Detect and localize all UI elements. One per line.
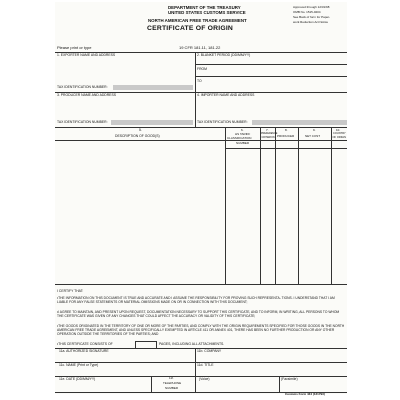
exporter-tax-id-label: TAX IDENTIFICATION NUMBER: [57,85,108,89]
company-label: 11b. COMPANY [197,349,222,353]
certification-statement-2: •I AGREE TO MAINTAIN, AND PRESENT UPON REQUEST, DOCUMENTATION NECESSARY TO SUPPORT THIS CERTIFICATE, AND TO INFORM, IN WRITING, ALL PERSONS TO WHOM THE CERTIFICATE WAS GIVEN OF ANY CHANGES THAT COULD AFFECT THE ACCURACY OR VALIDITY OF THIS CERTIFICATE; [57,310,340,319]
col6-header-3: NUMBER [236,141,250,145]
authorized-signature-label: 11a. AUTHORIZED SIGNATURE [59,349,109,353]
certification-statement-1: •THE INFORMATION ON THIS DOCUMENT IS TRUE AND ACCURATE AND I ASSUME THE RESPONSIBILITY FOR PROVING SUCH REPRESENTA- TIONS. I UNDERSTAND THAT I AM LIABLE FOR ANY FALSE STATEMENTS OR MATERIAL OMISSIONS MADE ON OR IN CONNECTION WITH THIS DOCUMENT; [57,296,335,305]
exporter-label: 1. EXPORTER NAME AND ADDRESS [57,53,116,57]
col6-number: 6. [241,128,244,132]
importer-tax-id-label: TAX IDENTIFICATION NUMBER: [197,120,248,124]
col6-header-2: CLASSIFICATION [227,136,252,140]
department-heading: DEPARTMENT OF THE TREASURY [168,5,241,10]
blanket-period-label: 2. BLANKET PERIOD (DD/MM/YY) [197,53,251,57]
importer-label: 4. IMPORTER NAME AND ADDRESS [197,93,255,97]
cfr-reference: 19 CFR 181.11, 181.22 [179,45,221,50]
exporter-tax-id-field[interactable] [113,85,193,90]
col9-header: NET COST [305,134,321,138]
approval-line-4: work Reduction Act Notice [293,20,329,24]
col7-header-2: CRITERION [261,136,275,139]
col7-header-1: PREFERENCE [261,132,278,135]
page-count-prefix: •THIS CERTIFICATE CONSISTS OF [57,342,113,346]
telephone-label-3: NUMBER [165,386,179,390]
approval-line-2: OMB No. 1515-0204 [293,10,321,14]
telephone-label-1: 11f. [169,376,174,380]
form-title: CERTIFICATE OF ORIGIN [147,25,234,32]
producer-tax-id-label: TAX IDENTIFICATION NUMBER: [57,120,108,124]
certification-statement-3: •THE GOODS ORIGINATED IN THE TERRITORY OF ONE OR MORE OF THE PARTIES, AND COMPLY WITH THE ORIGIN REQUIREMENTS SPECIFIED FOR THOSE GOODS IN THE NORTH AMERICAN FREE TRADE AGREEMENT, AND UNLESS SPECIFICALLY EXEMPTED IN ARTICLE 411 OR ANNEX 401, THERE HAS BEEN NO FURTHER PRODUCTION OR ANY OTHER OPERATION OUTSIDE THE TERRITORIES OF THE PARTIES; AND [57,324,345,337]
from-label: FROM [197,67,207,71]
certify-heading: I CERTIFY THAT: [57,289,84,293]
approval-line-3: See Back of form for Paper- [293,15,331,19]
col7-number: 7. [266,128,269,132]
agreement-heading: NORTH AMERICAN FREE TRADE AGREEMENT [148,18,247,23]
col10-header-2: OF ORIGIN [332,136,347,139]
col5-number: 5. [139,128,142,132]
title-label: 11d. TITLE [197,363,214,367]
page-count-suffix: PAGES, INCLUDING ALL ATTACHMENTS. [159,342,225,346]
col6-header-1: HS TARIFF [235,132,251,136]
col10-header-1: COUNTRY [333,132,346,135]
col5-header: DESCRIPTION OF GOOD(S) [115,134,160,138]
telephone-label-2: TELEPHONE [163,381,182,385]
voice-label: (Voice) [199,377,210,381]
certificate-of-origin-form [55,2,347,394]
producer-tax-id-field[interactable] [111,120,193,125]
importer-tax-id-field[interactable] [252,120,347,125]
col10-number: 10. [336,128,341,132]
service-heading: UNITED STATES CUSTOMS SERVICE [168,10,246,15]
to-label: TO [197,79,202,83]
print-instruction: Please print or type [57,45,92,50]
facsimile-label: (Facsimile) [281,377,298,381]
name-label: 11c. NAME (Print or Type) [59,363,99,367]
form-number: Customs Form 434 (121793) [285,392,325,396]
col8-number: 8. [285,128,288,132]
approval-line-1: Approved through 12/31/98 [293,5,330,9]
producer-label: 3. PRODUCER NAME AND ADDRESS [57,93,116,97]
date-label: 11e. DATE (DD/MM/YY) [59,377,96,381]
col9-number: 9. [313,128,316,132]
col8-header: PRODUCER [277,134,295,138]
